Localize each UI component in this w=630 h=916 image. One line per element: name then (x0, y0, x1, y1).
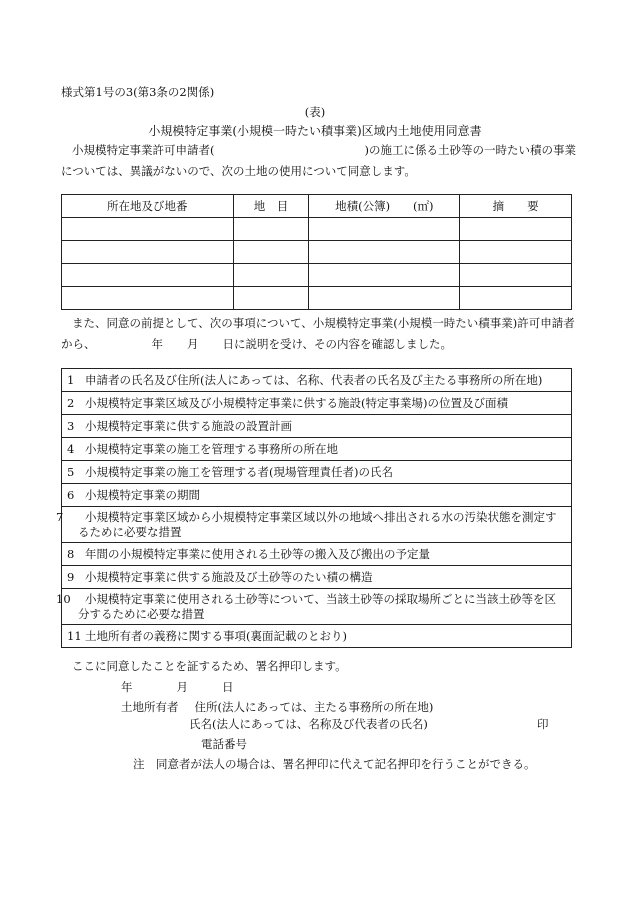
item-number: 6 (67, 487, 75, 502)
item-text: 小規模特定事業の期間 (85, 487, 200, 502)
form-number: 様式第1号の3(第3条の2関係) (61, 85, 215, 99)
land-row (62, 287, 572, 310)
land-cell[interactable] (460, 287, 572, 310)
item-row (62, 369, 572, 392)
date-month: 月 (176, 680, 188, 694)
item-text: 小規模特定事業区域から小規模特定事業区域以外の地域へ排出される水の汚染状態を測定するために必要な措置 (78, 509, 557, 539)
item-text: 小規模特定事業区域及び小規模特定事業に供する施設(特定事業場)の位置及び面積 (85, 395, 508, 410)
land-cell[interactable] (309, 264, 460, 287)
item-row (62, 625, 572, 648)
land-cell[interactable] (460, 264, 572, 287)
premise-text-1: また、同意の前提として、次の事項について、小規模特定事業(小規模一時たい積事業)許可申請者から、 (61, 316, 575, 351)
owner-phone-label: 電話番号 (201, 737, 247, 751)
land-header-area: 地積(公簿) (㎡) (309, 195, 460, 218)
item-text: 申請者の氏名及び住所(法人にあっては、名称、代表者の氏名及び主たる事務所の所在地) (85, 372, 543, 387)
land-row (62, 264, 572, 287)
land-cell[interactable] (233, 264, 309, 287)
owner-name-label: 氏名(法人にあっては、名称及び代表者の氏名) (189, 717, 428, 731)
item-number: 1 (67, 372, 75, 387)
intro-text-1: 小規模特定事業許可申請者( (72, 143, 215, 157)
land-cell[interactable] (62, 241, 234, 264)
item-text: 小規模特定事業の施工を管理する事務所の所在地 (85, 441, 338, 456)
land-cell[interactable] (233, 218, 309, 241)
item-row (62, 415, 572, 438)
item-number: 9 (67, 569, 75, 584)
item-number: 7 (56, 509, 64, 524)
item-text: 小規模特定事業に使用される土砂等について、当該土砂等の採取場所ごとに当該土砂等を区分するために必要な措置 (78, 591, 557, 621)
land-cell[interactable] (233, 241, 309, 264)
land-cell[interactable] (62, 218, 234, 241)
land-table (61, 194, 572, 310)
item-number: 4 (67, 441, 75, 456)
date-year: 年 (121, 680, 133, 694)
item-text: 小規模特定事業の施工を管理する者(現場管理責任者)の氏名 (85, 464, 393, 479)
item-row (62, 589, 572, 625)
land-header-remarks: 摘 要 (460, 195, 572, 218)
item-row (62, 507, 572, 543)
item-text: 年間の小規模特定事業に使用される土砂等の搬入及び搬出の予定量 (85, 546, 430, 561)
document-title: 小規模特定事業(小規模一時たい積事業)区域内土地使用同意書 (148, 124, 482, 138)
land-cell[interactable] (62, 287, 234, 310)
item-row (62, 566, 572, 589)
premise-paragraph (61, 313, 581, 355)
explanation-items-table (56, 368, 572, 648)
land-cell[interactable] (233, 287, 309, 310)
land-row (62, 218, 572, 241)
item-text: 小規模特定事業に供する施設の設置計画 (85, 418, 292, 433)
land-row (62, 241, 572, 264)
item-row (62, 484, 572, 507)
land-header-location: 所在地及び地番 (62, 195, 234, 218)
consent-statement: ここに同意したことを証するため、署名押印します。 (72, 659, 347, 673)
item-number: 10 (56, 591, 71, 606)
land-cell[interactable] (309, 218, 460, 241)
item-row (62, 392, 572, 415)
item-number: 5 (67, 464, 75, 479)
land-cell[interactable] (309, 241, 460, 264)
land-cell[interactable] (309, 287, 460, 310)
signature-date (121, 679, 234, 695)
land-cell[interactable] (460, 241, 572, 264)
premise-text-2: 日に説明を受け、その内容を確認しました。 (222, 337, 453, 351)
seal-mark: 印 (537, 717, 549, 731)
land-cell[interactable] (460, 218, 572, 241)
premise-month: 月 (187, 337, 199, 351)
intro-paragraph (61, 140, 581, 182)
item-row (62, 438, 572, 461)
item-row (62, 543, 572, 566)
item-number: 11 (67, 628, 82, 643)
intro-text-2: )の施工に係る土砂等の一時たい積の事業については、異議がないので、次の土地の使用について同意します。 (61, 143, 576, 178)
owner-address-line (121, 699, 433, 715)
item-number: 2 (67, 395, 75, 410)
footnote: 注 同意者が法人の場合は、署名押印に代えて記名押印を行うことができる。 (133, 757, 536, 771)
land-header-category: 地 目 (233, 195, 309, 218)
item-number: 8 (67, 546, 75, 561)
item-row (62, 461, 572, 484)
item-number: 3 (67, 418, 75, 433)
owner-address: 住所(法人にあっては、主たる事務所の所在地) (194, 700, 434, 714)
side-label: (表) (304, 105, 326, 119)
item-text: 小規模特定事業に供する施設及び土砂等のたい積の構造 (85, 569, 373, 584)
land-cell[interactable] (62, 264, 234, 287)
premise-year: 年 (151, 337, 163, 351)
item-text: 土地所有者の義務に関する事項(裏面記載のとおり) (85, 628, 347, 643)
date-day: 日 (222, 680, 234, 694)
owner-label: 土地所有者 (121, 700, 179, 714)
